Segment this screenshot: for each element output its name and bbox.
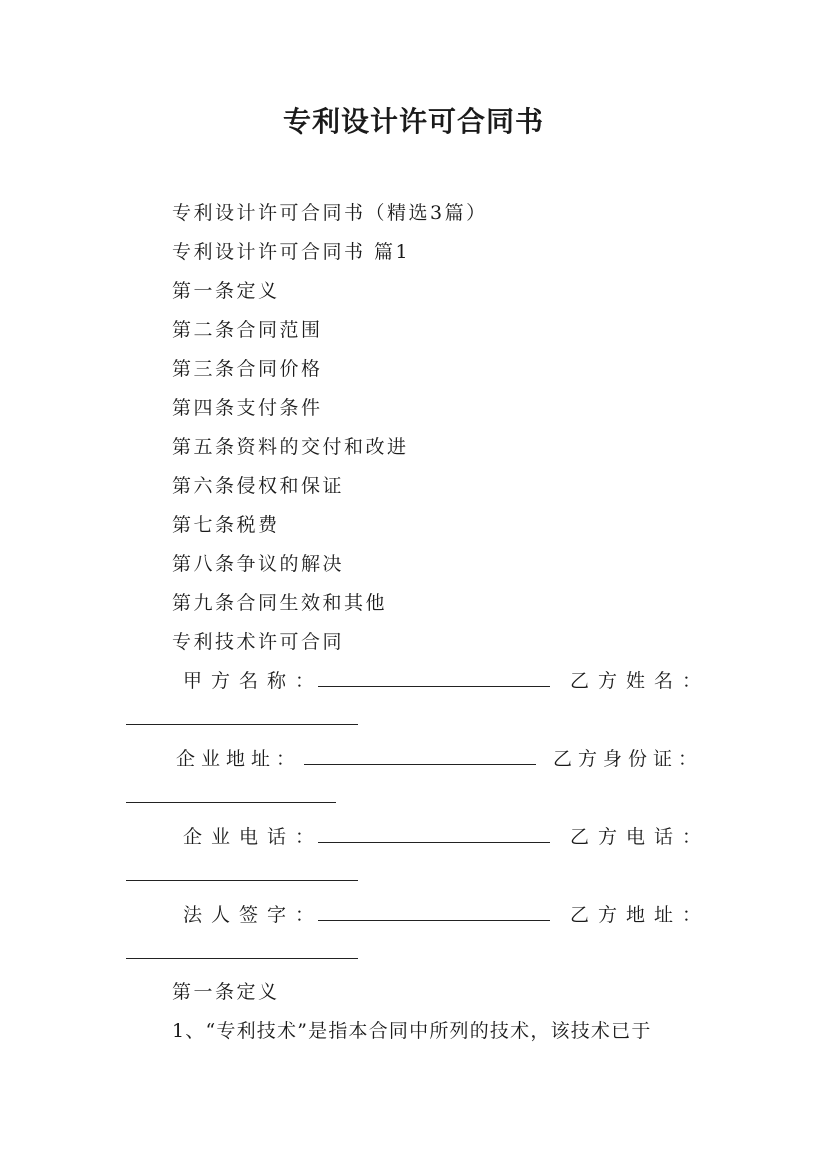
party-a-name-label: 甲方名称： [183, 670, 324, 692]
section-heading: 第一条定义 [172, 981, 280, 1003]
company-phone-blank[interactable] [318, 822, 550, 848]
toc-item: 第二条合同范围 [172, 319, 323, 341]
party-b-address-label: 乙方地址： [570, 904, 711, 926]
party-b-phone-label: 乙方电话： [570, 826, 711, 848]
toc-item: 第七条税费 [172, 514, 280, 536]
document-title: 专利设计许可合同书 [282, 105, 544, 138]
toc-item: 第四条支付条件 [172, 397, 323, 419]
field-row-name [0, 666, 827, 696]
toc-item: 第五条资料的交付和改进 [172, 436, 409, 458]
toc-item: 第一条定义 [172, 280, 280, 302]
party-b-id-blank[interactable] [126, 801, 336, 803]
party-b-name-blank[interactable] [126, 723, 358, 725]
legal-signature-label: 法人签字： [183, 904, 324, 926]
party-b-name-label: 乙方姓名： [570, 670, 711, 692]
party-b-id-label: 乙方身份证： [553, 748, 704, 770]
field-row-signature [0, 900, 827, 930]
field-row-phone [0, 822, 827, 852]
party-a-name-blank[interactable] [318, 666, 550, 692]
clause-text: 1、“专利技术”是指本合同中所列的技术，该技术已于 [172, 1020, 652, 1042]
toc-item: 第九条合同生效和其他 [172, 592, 388, 614]
field-row-address [0, 744, 827, 774]
part-heading: 专利设计许可合同书 篇1 [172, 241, 411, 263]
toc-item: 第六条侵权和保证 [172, 475, 345, 497]
toc-item: 第八条争议的解决 [172, 553, 345, 575]
company-phone-label: 企业电话： [183, 826, 324, 848]
party-b-phone-blank[interactable] [126, 879, 358, 881]
party-b-address-blank[interactable] [126, 957, 358, 959]
legal-signature-blank[interactable] [318, 900, 550, 926]
doc-subtitle: 专利设计许可合同书（精选3篇） [172, 202, 488, 224]
company-address-label: 企业地址： [176, 748, 302, 770]
toc-item: 第三条合同价格 [172, 358, 323, 380]
company-address-blank[interactable] [304, 744, 536, 770]
contract-heading: 专利技术许可合同 [172, 631, 345, 653]
